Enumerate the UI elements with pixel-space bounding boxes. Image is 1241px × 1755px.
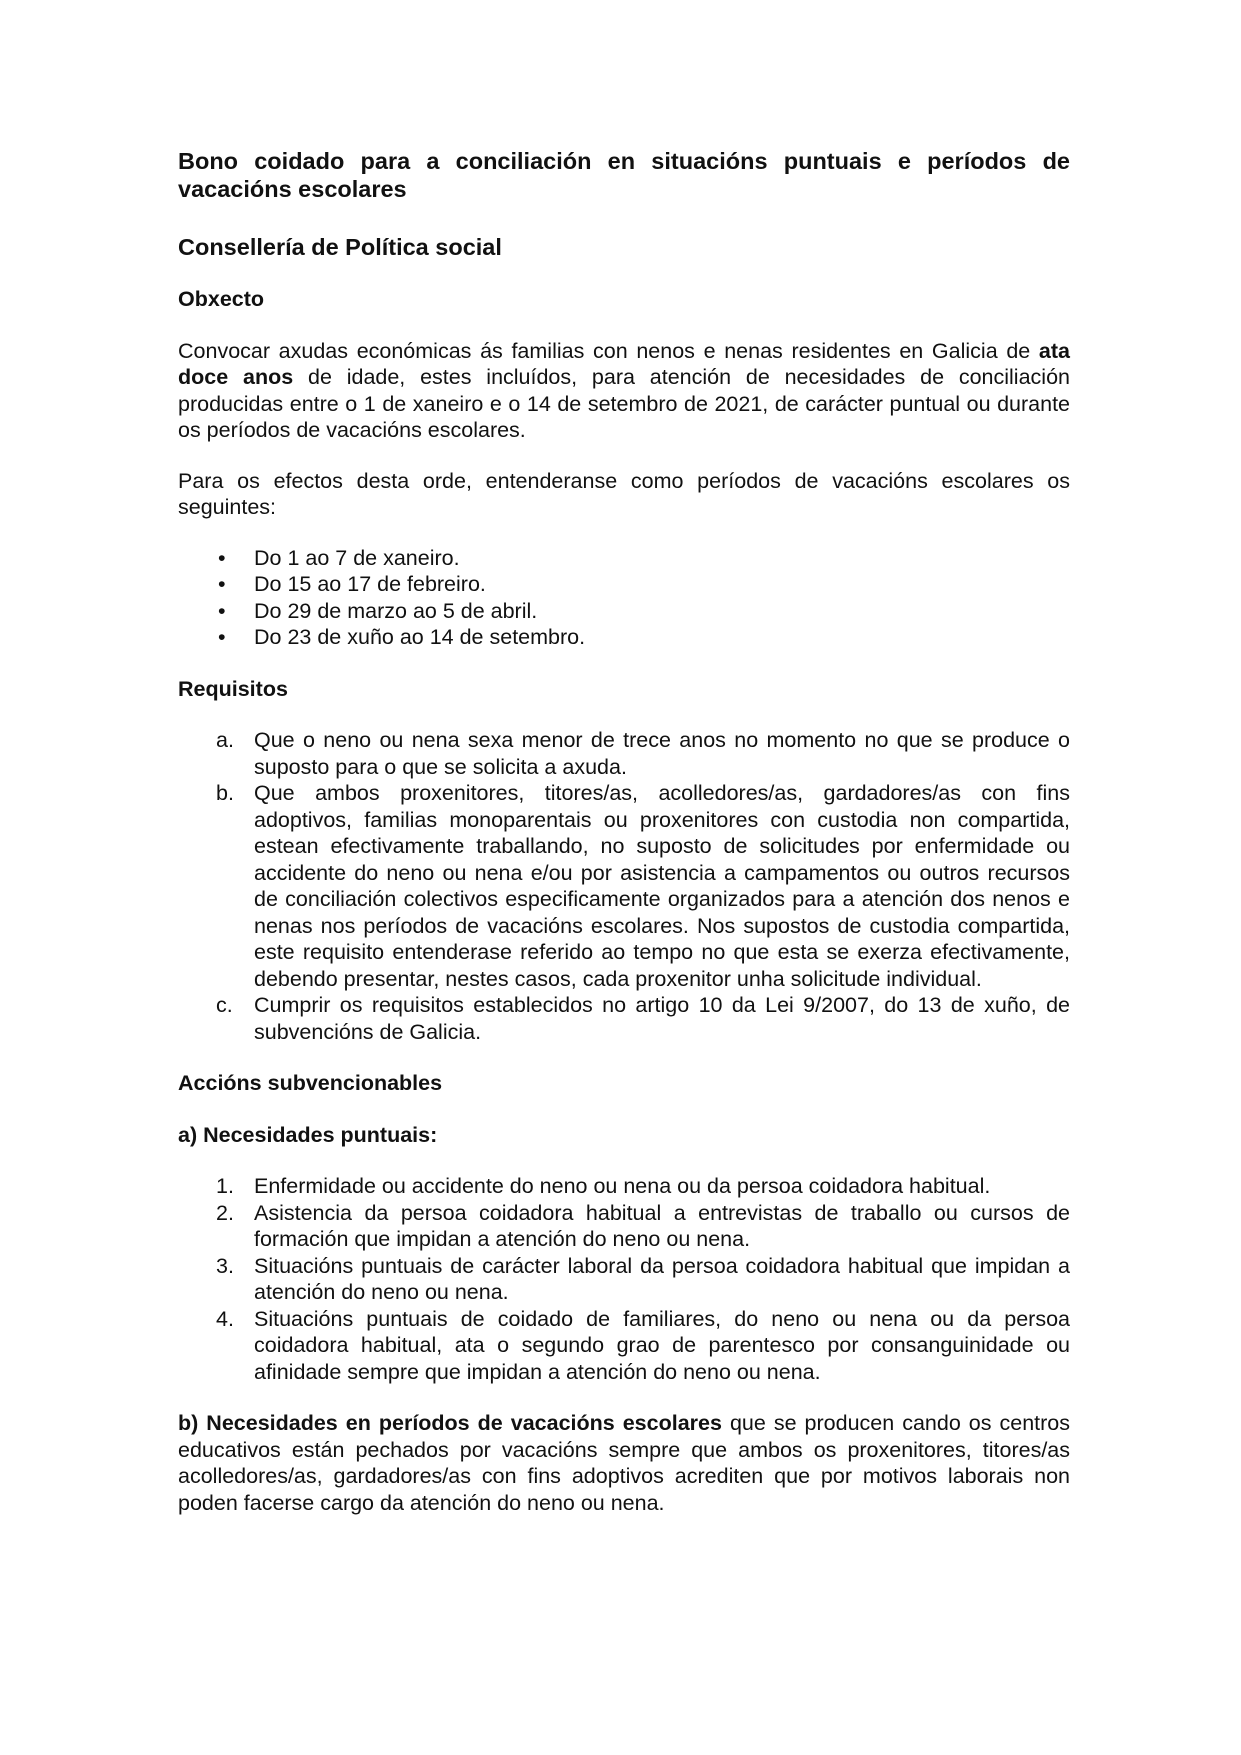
list-item: [178, 571, 1070, 598]
object-text-end: de idade, estes incluídos, para atención de necesidades de conciliación producidas entre o 1 de xaneiro e o 14 de setembro de 2021, de carácter puntual ou durante os períodos de vacacións escolares.: [178, 365, 1070, 442]
periods-list: [178, 545, 1070, 651]
needs-b-heading: b) Necesidades en períodos de vacacións escolares: [178, 1411, 722, 1435]
list-marker: b.: [216, 781, 234, 805]
list-item: [178, 1253, 1070, 1306]
requirement-text: Que o neno ou nena sexa menor de trece anos no momento no que se produce o suposto para o que se solicita a axuda.: [254, 728, 1070, 779]
requirement-text: Que ambos proxenitores, titores/as, acolledores/as, gardadores/as con fins adoptivos, familias monoparentais ou proxenitores con custodia non compartida, estean efectivamente traballando, no suposto de solicitudes por enfermidade ou accidente do neno ou nena e/ou por asistencia a campamentos ou outros recursos de conciliación colectivos especificamente organizados para a atención dos nenos e nenas nos períodos de vacacións escolares. Nos supostos de custodia compartida, este requisito entenderase referido ao tempo no que esta se exerza efectivamente, debendo presentar, nestes casos, cada proxenitor unha solicitude individual.: [254, 781, 1070, 991]
list-item: [178, 727, 1070, 780]
department-name: Consellería de Política social: [178, 234, 502, 260]
list-item: [178, 545, 1070, 572]
bullet-icon: •: [218, 598, 226, 623]
bullet-icon: •: [218, 572, 226, 596]
list-marker: c.: [216, 993, 233, 1017]
need-text: Enfermidade ou accidente do neno ou nena ou da persoa coidadora habitual.: [254, 1174, 991, 1198]
bullet-icon: •: [218, 545, 226, 570]
needs-b-paragraph: [178, 1410, 1070, 1516]
requirements-list: [178, 727, 1070, 1045]
object-text-start: Convocar axudas económicas ás familias con nenos e nenas residentes en Galicia de: [178, 338, 1039, 363]
needs-a-heading: a) Necesidades puntuais:: [178, 1122, 438, 1147]
need-text: Situacións puntuais de coidado de familiares, do neno ou nena ou da persoa coidadora habitual, ata o segundo grao de parentesco por consanguinidade ou afinidade sempre que impidan a atención do neno ou nena.: [254, 1306, 1070, 1384]
bullet-icon: •: [218, 625, 226, 649]
need-text: Asistencia da persoa coidadora habitual a entrevistas de traballo ou cursos de formación que impidan a atención do neno ou nena.: [254, 1200, 1070, 1251]
list-marker: a.: [216, 728, 234, 752]
list-marker: 1.: [216, 1174, 234, 1198]
object-text-bold: ata doce anos: [178, 338, 1070, 389]
list-item: [178, 1173, 1070, 1200]
list-item: [178, 780, 1070, 992]
periods-intro: Para os efectos desta orde, entenderanse como períodos de vacacións escolares os seguintes:: [178, 468, 1070, 519]
requirement-text: Cumprir os requisitos establecidos no artigo 10 da Lei 9/2007, do 13 de xuño, de subvencións de Galicia.: [254, 993, 1070, 1044]
period-text: Do 29 de marzo ao 5 de abril.: [254, 598, 538, 623]
list-item: [178, 624, 1070, 651]
object-paragraph: [178, 338, 1070, 444]
period-text: Do 1 ao 7 de xaneiro.: [254, 545, 460, 570]
period-text: Do 15 ao 17 de febreiro.: [254, 572, 486, 596]
document-page: [178, 147, 1070, 1516]
document-title: Bono coidado para a conciliación en situacións puntuais e períodos de vacacións escolares: [178, 148, 1070, 202]
needs-a-list: [178, 1173, 1070, 1385]
list-marker: 4.: [216, 1306, 234, 1331]
list-item: [178, 598, 1070, 625]
list-marker: 3.: [216, 1253, 234, 1278]
object-heading: Obxecto: [178, 287, 265, 311]
requirements-heading: Requisitos: [178, 676, 288, 701]
need-text: Situacións puntuais de carácter laboral da persoa coidadora habitual que impidan a atención do neno ou nena.: [254, 1253, 1070, 1304]
list-marker: 2.: [216, 1200, 234, 1225]
list-item: [178, 1306, 1070, 1386]
needs-b-text: que se producen cando os centros educativos están pechados por vacacións sempre que ambos os proxenitores, titores/as acolledores/as, gardadores/as con fins adoptivos acrediten que por motivos laborais non poden facerse cargo da atención do neno ou nena.: [178, 1411, 1070, 1515]
list-item: [178, 992, 1070, 1045]
actions-heading: Accións subvencionables: [178, 1071, 443, 1095]
period-text: Do 23 de xuño ao 14 de setembro.: [254, 625, 586, 649]
list-item: [178, 1200, 1070, 1253]
